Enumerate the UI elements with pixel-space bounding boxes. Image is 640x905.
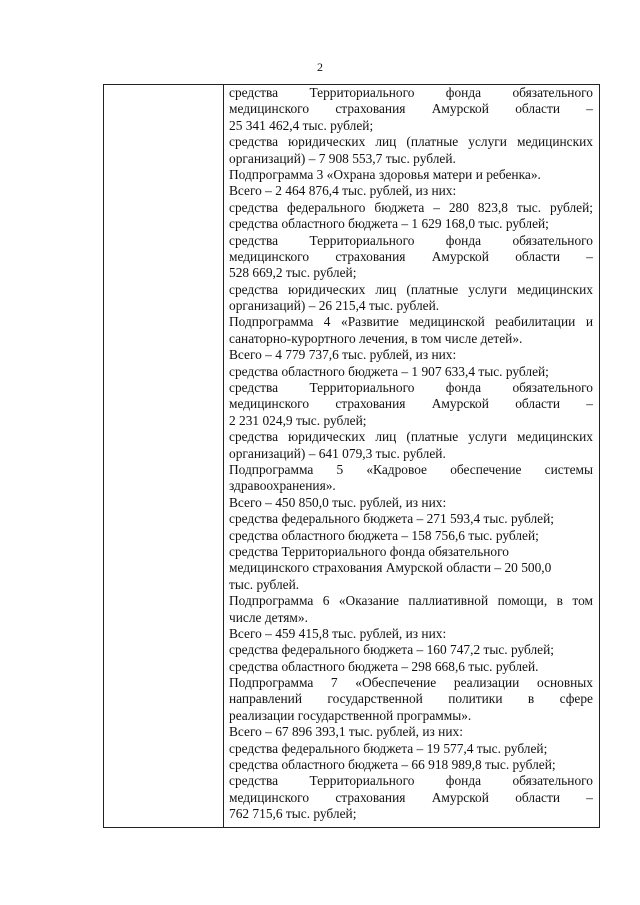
text-line: Подпрограмма 6 «Оказание паллиативной помощи, в том	[229, 593, 593, 609]
text-line: средства федерального бюджета – 271 593,4 тыс. рублей;	[229, 511, 555, 527]
text-line: 762 715,6 тыс. рублей;	[229, 806, 357, 822]
text-line: средства Территориального фонда обязательного	[229, 85, 593, 100]
text-line: средства Территориального фонда обязательного	[229, 380, 593, 396]
text-line: Подпрограмма 3 «Охрана здоровья матери и ребенка».	[229, 166, 541, 182]
text-line: санаторно-курортного лечения, в том числе детей».	[229, 330, 523, 346]
text-line: средства Территориального фонда обязательного	[229, 773, 593, 789]
text-line: средства областного бюджета – 158 756,6 тыс. рублей;	[229, 527, 539, 543]
text-line: 2 231 024,9 тыс. рублей;	[229, 412, 367, 428]
page-number: 2	[317, 60, 323, 74]
program-funding-table	[103, 84, 600, 828]
text-line: средства юридических лиц (платные услуги медицинских	[229, 281, 593, 297]
text-line: Всего – 4 779 737,6 тыс. рублей, из них:	[229, 347, 457, 363]
text-line: 528 669,2 тыс. рублей;	[229, 265, 357, 281]
table-right-column	[224, 85, 599, 827]
text-line: средства Территориального фонда обязательного	[229, 232, 593, 248]
text-line: средства федерального бюджета – 160 747,2 тыс. рублей;	[229, 642, 555, 658]
text-line: организаций) – 26 215,4 тыс. рублей.	[229, 298, 440, 314]
text-line: направлений государственной политики в сфере	[229, 691, 593, 707]
text-line: организаций) – 641 079,3 тыс. рублей.	[229, 445, 446, 461]
text-line: медицинского страхования Амурской области –	[229, 101, 593, 117]
text-line: средства юридических лиц (платные услуги медицинских	[229, 429, 593, 445]
text-line: здравоохранения».	[229, 478, 336, 494]
text-line: медицинского страхования Амурской области –	[229, 396, 593, 412]
text-line: средства областного бюджета – 66 918 989,8 тыс. рублей;	[229, 757, 556, 773]
text-line: Подпрограмма 4 «Развитие медицинской реабилитации и	[229, 314, 593, 330]
text-line: средства федерального бюджета – 19 577,4 тыс. рублей;	[229, 740, 548, 756]
text-line: медицинского страхования Амурской области – 20 500,0	[229, 560, 552, 576]
text-line: Подпрограмма 5 «Кадровое обеспечение системы	[229, 461, 593, 477]
text-line: тыс. рублей.	[229, 576, 300, 592]
text-line: средства федерального бюджета – 280 823,8 тыс. рублей;	[229, 199, 593, 215]
text-line: средства областного бюджета – 1 907 633,4 тыс. рублей;	[229, 363, 549, 379]
text-line: реализации государственной программы».	[229, 707, 472, 723]
text-line: числе детям».	[229, 609, 308, 625]
text-line: средства областного бюджета – 298 668,6 тыс. рублей.	[229, 658, 539, 674]
text-line: Подпрограмма 7 «Обеспечение реализации основных	[229, 675, 593, 691]
text-line: Всего – 67 896 393,1 тыс. рублей, из них:	[229, 724, 463, 740]
text-line: медицинского страхования Амурской области –	[229, 248, 593, 264]
table-left-column	[104, 85, 224, 827]
text-line: средства областного бюджета – 1 629 168,0 тыс. рублей;	[229, 216, 549, 232]
text-line: 25 341 462,4 тыс. рублей;	[229, 117, 374, 133]
text-line: Всего – 450 850,0 тыс. рублей, из них:	[229, 494, 447, 510]
text-line: организаций) – 7 908 553,7 тыс. рублей.	[229, 150, 456, 166]
text-line: медицинского страхования Амурской области –	[229, 789, 593, 805]
text-line: средства юридических лиц (платные услуги медицинских	[229, 134, 593, 150]
text-line: средства Территориального фонда обязательного	[229, 543, 509, 559]
text-line: Всего – 459 415,8 тыс. рублей, из них:	[229, 625, 447, 641]
text-line: Всего – 2 464 876,4 тыс. рублей, из них:	[229, 183, 457, 199]
